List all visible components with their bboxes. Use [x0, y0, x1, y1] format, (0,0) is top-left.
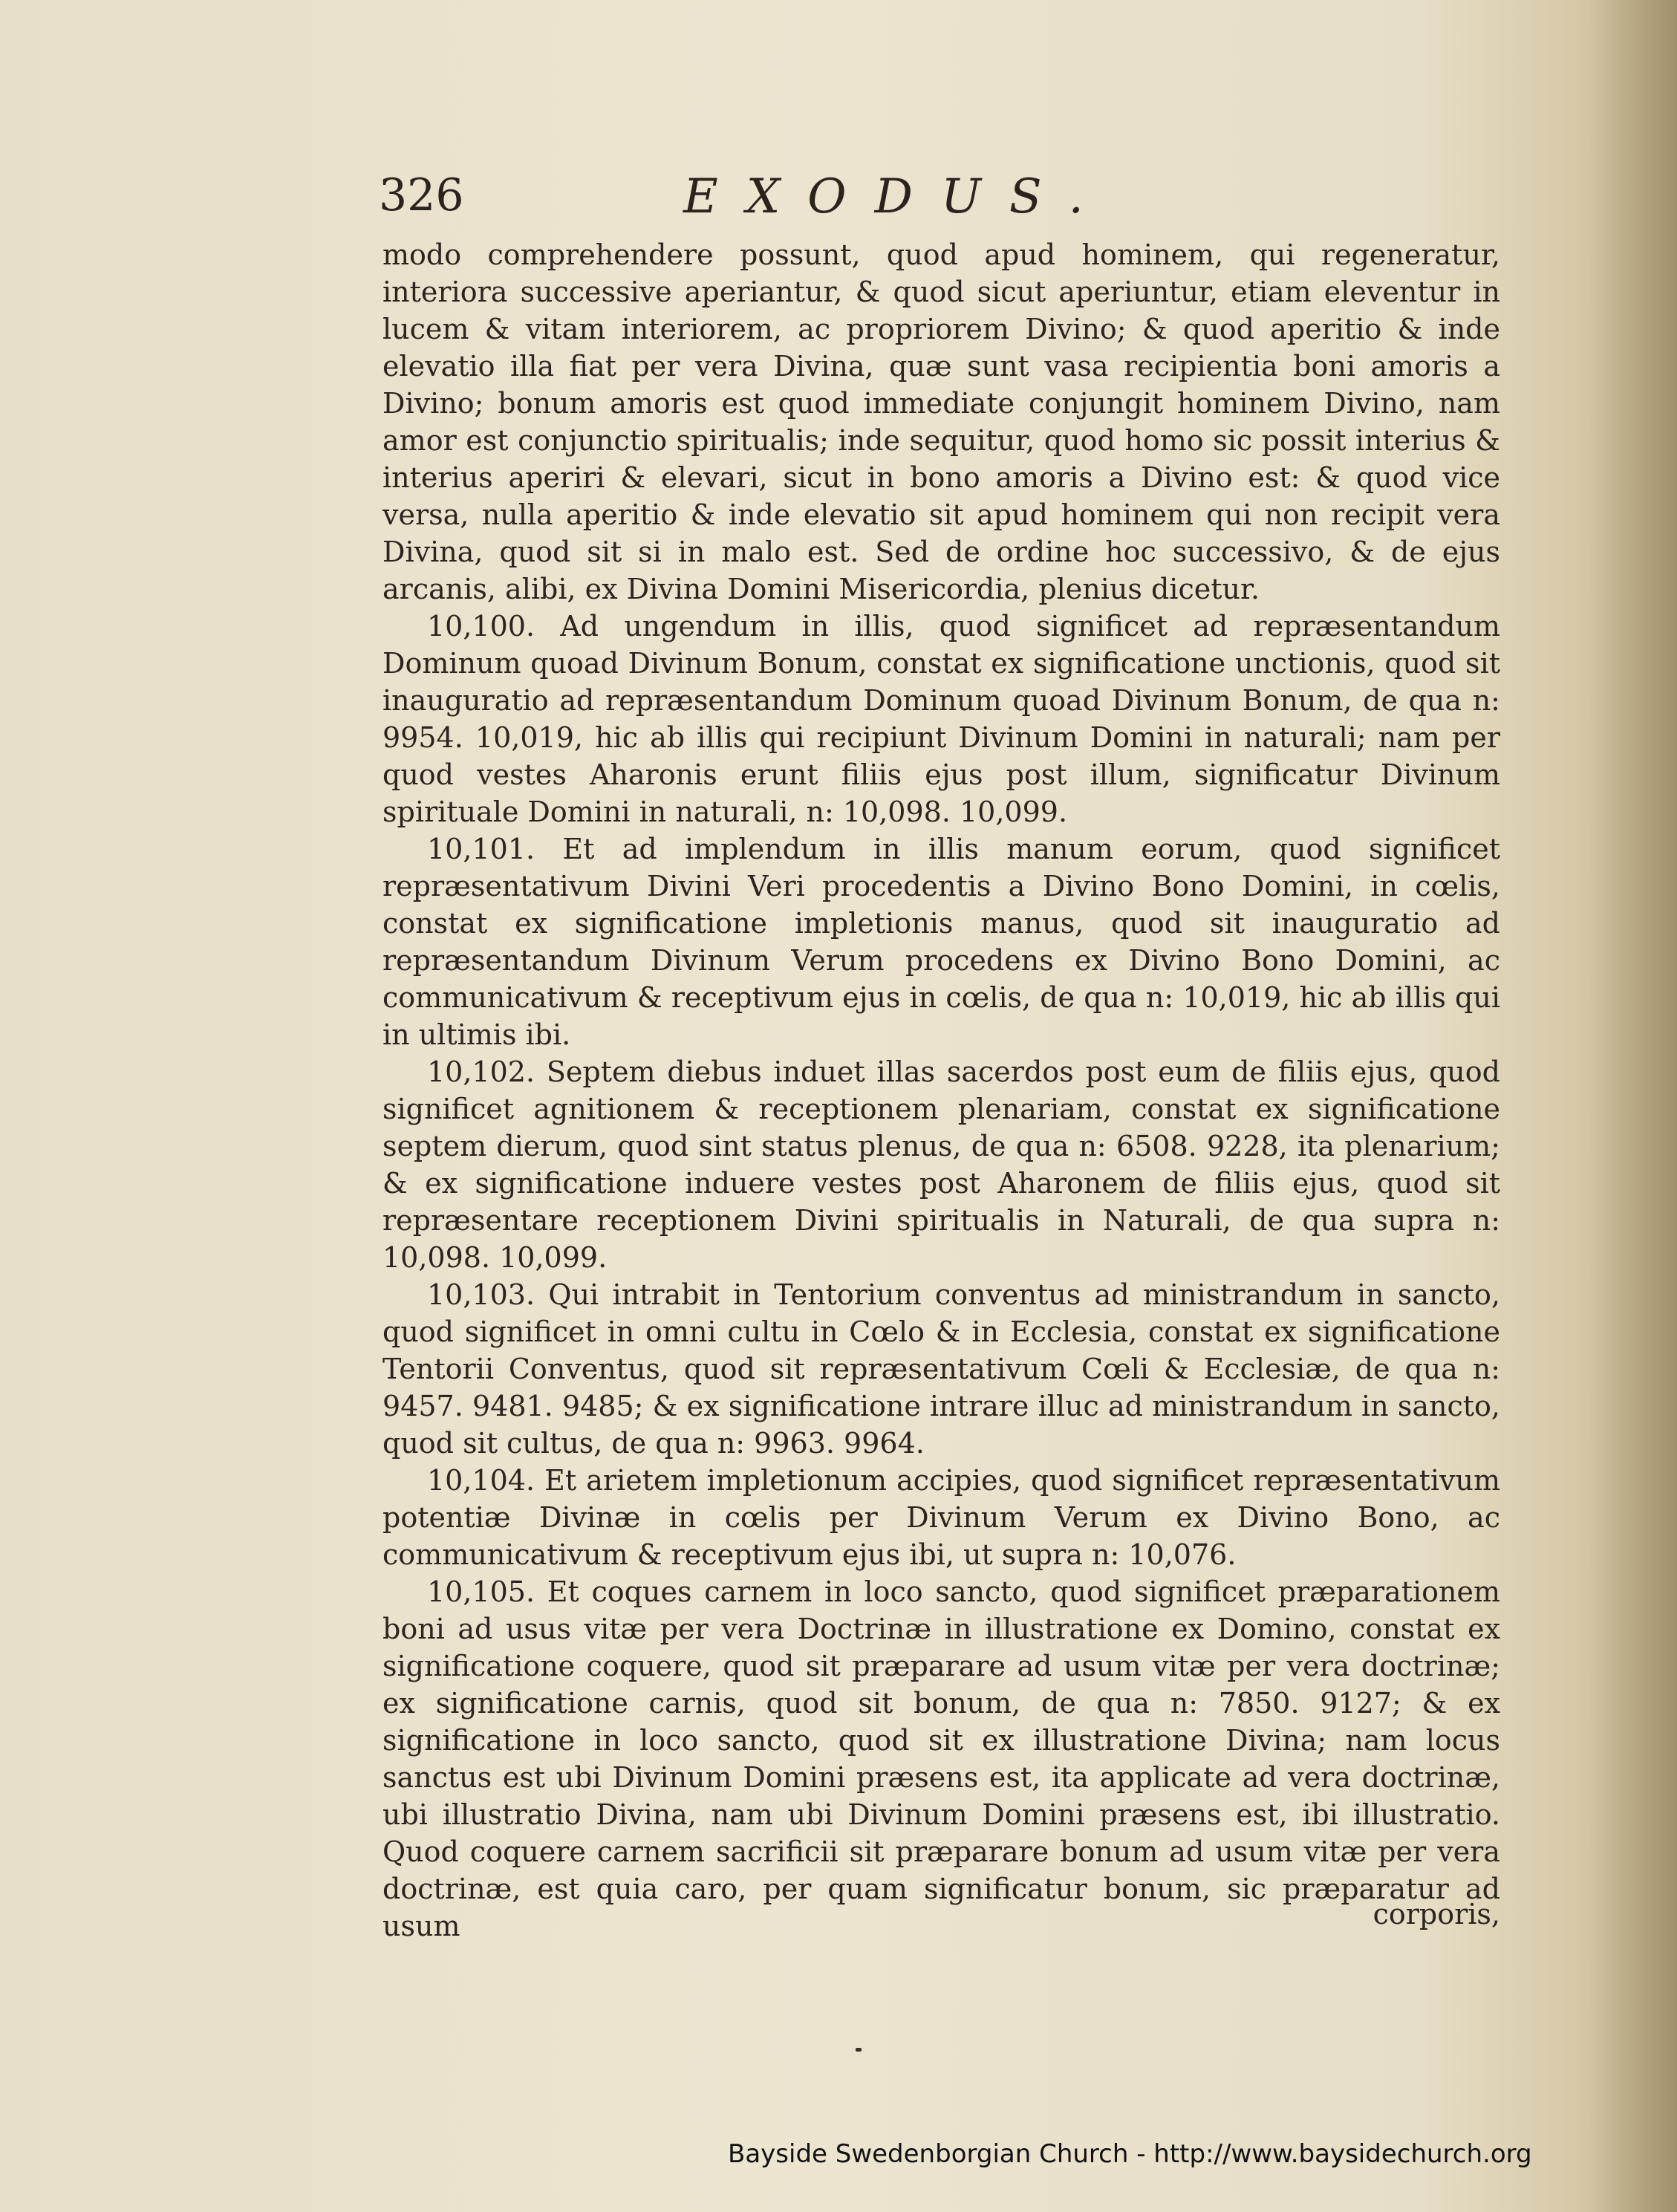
page-number: 326 [379, 169, 464, 221]
paragraph-10102: 10,102. Septem diebus induet illas sacerdos post eum de filiis ejus, quod significet agnitionem & receptionem plenariam, constat ex significatione septem dierum, quod sint status plenus, de qua n: 6508. 9228, ita plenarium; & ex significatione induere vestes post Aharonem de filiis ejus, quod sit repræsentare receptionem Divini spiritualis in Naturali, de qua supra n: 10,098. 10,099. [382, 1055, 1500, 1274]
ink-dot [856, 2048, 862, 2052]
paragraph-10101: 10,101. Et ad implendum in illis manum eorum, quod significet repræsentativum Divini Veri procedentis a Divino Bono Domini, in cœlis, constat ex significatione impletionis manus, quod sit inauguratio ad repræsentandum Divinum Verum procedens ex Divino Bono Domini, ac communicativum & receptivum ejus in cœlis, de qua n: 10,019, hic ab illis qui in ultimis ibi. [382, 833, 1500, 1051]
paragraph-continuation: modo comprehendere possunt, quod apud hominem, qui regeneratur, interiora successive aperiantur, & quod sicut aperiuntur, etiam eleventur in lucem & vitam interiorem, ac propriorem Divino; & quod aperitio & inde elevatio illa fiat per vera Divina, quæ sunt vasa recipientia boni amoris a Divino; bonum amoris est quod immediate conjungit hominem Divino, nam amor est conjunctio spiritualis; inde sequitur, quod homo sic possit interius & interius aperiri & elevari, sicut in bono amoris a Divino est: & quod vice versa, nulla aperitio & inde elevatio sit apud hominem qui non recipit vera Divina, quod sit si in malo est. Sed de ordine hoc successivo, & de ejus arcanis, alibi, ex Divina Domini Misericordia, plenius dicetur. [382, 238, 1500, 605]
catchword: corporis, [1372, 1898, 1500, 1930]
body-text [382, 236, 1500, 1945]
running-title: EXODUS. [683, 169, 1112, 224]
page-edge-shadow [1588, 0, 1677, 2212]
watermark-text[interactable]: Bayside Swedenborgian Church - http://www.baysidechurch.org [728, 2139, 1532, 2169]
paragraph-10103: 10,103. Qui intrabit in Tentorium conventus ad ministrandum in sancto, quod significet in omni cultu in Cœlo & in Ecclesia, constat ex significatione Tentorii Conventus, quod sit repræsentativum Cœli & Ecclesiæ, de qua n: 9457. 9481. 9485; & ex significatione intrare illuc ad ministrandum in sancto, quod sit cultus, de qua n: 9963. 9964. [382, 1278, 1500, 1460]
paragraph-10104: 10,104. Et arietem impletionum accipies, quod significet repræsentativum potentiæ Divinæ in cœlis per Divinum Verum ex Divino Bono, ac communicativum & receptivum ejus ibi, ut supra n: 10,076. [382, 1464, 1500, 1571]
paragraph-10100: 10,100. Ad ungendum in illis, quod significet ad repræsentandum Dominum quoad Divinum Bonum, constat ex significatione unctionis, quod sit inauguratio ad repræsentandum Dominum quoad Divinum Bonum, de qua n: 9954. 10,019, hic ab illis qui recipiunt Divinum Domini in naturali; nam per quod vestes Aharonis erunt filiis ejus post illum, significatur Divinum spirituale Domini in naturali, n: 10,098. 10,099. [382, 610, 1500, 828]
paragraph-10105: 10,105. Et coques carnem in loco sancto, quod significet præparationem boni ad usus vitæ per vera Doctrinæ in illustratione ex Domino, constat ex significatione coquere, quod sit præparare ad usum vitæ per vera doctrinæ; ex significatione carnis, quod sit bonum, de qua n: 7850. 9127; & ex significatione in loco sancto, quod sit ex illustratione Divina; nam locus sanctus est ubi Divinum Domini præsens est, ita applicate ad vera doctrinæ, ubi illustratio Divina, nam ubi Divinum Domini præsens est, ibi illustratio. Quod coquere carnem sacrificii sit præparare bonum ad usum vitæ per vera doctrinæ, est quia caro, per quam significatur bonum, sic præparatur ad usum [382, 1575, 1500, 1942]
page-header [379, 169, 1508, 236]
